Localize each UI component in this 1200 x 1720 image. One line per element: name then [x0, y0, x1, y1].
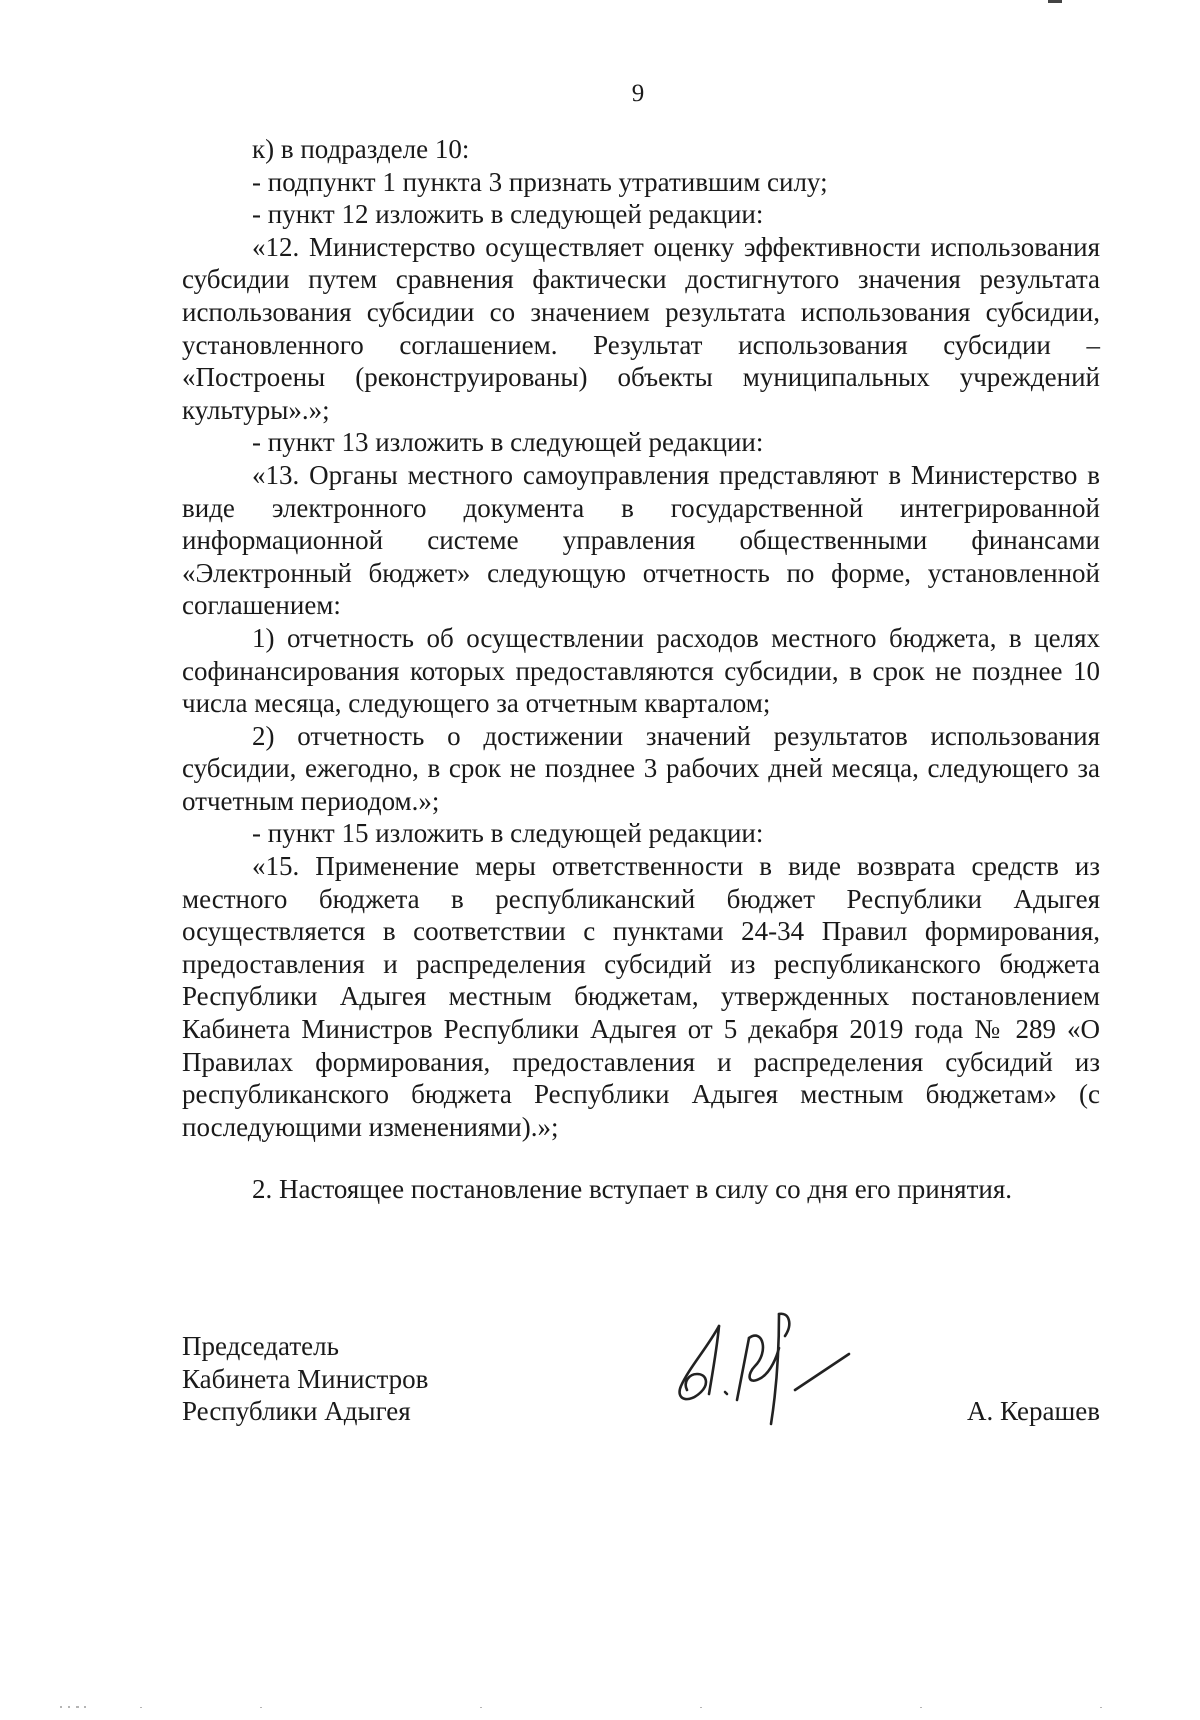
amendment-subitem: 2) отчетность о достижении значений результатов использования субсидии, ежегодно, в срок не позднее 3 рабочих дней месяца, следующего за отчетным периодом.»;	[182, 720, 1100, 816]
scan-artifact-mark	[1048, 0, 1062, 3]
amendment-subitem: 1) отчетность об осуществлении расходов местного бюджета, в целях софинансирования которых предоставляются субсидии, в срок не позднее 10 числа месяца, следующего за отчетным кварталом;	[182, 622, 1100, 719]
page-number: 9	[631, 80, 645, 107]
paragraph-gap	[182, 1143, 1100, 1173]
amendment-paragraph: «15. Применение меры ответственности в виде возврата средств из местного бюджета в республиканский бюджет Республики Адыгея осуществляется в соответствии с пунктами 24-34 Правил формирования, предоставления и распределения субсидий из республиканского бюджета Республики Адыгея местным бюджетам, утвержденных постановлением Кабинета Министров Республики Адыгея от 5 декабря 2019 года № 289 «О Правилах формирования, предоставления и распределения субсидий из республиканского бюджета Республики Адыгея местным бюджетам» (с последующими изменениями).»;	[182, 851, 1100, 1142]
signatory-position-line: Кабинета Министров	[182, 1363, 429, 1394]
scan-artifact-specks	[60, 1705, 1140, 1709]
list-item: - пункт 12 изложить в следующей редакции:	[252, 199, 764, 230]
signatory-position-line: Республики Адыгея	[182, 1396, 411, 1427]
amendment-paragraph: «12. Министерство осуществляет оценку эффективности использования субсидии путем сравнения фактически достигнутого значения результата использования субсидии со значением результата использования субсидии, установленного соглашением. Результат использования субсидии – «Построены (реконструированы) объекты муниципальных учреждений культуры».»;	[182, 231, 1100, 425]
list-item: - пункт 15 изложить в следующей редакции:	[252, 818, 764, 849]
subsection-heading: к) в подразделе 10:	[252, 134, 470, 164]
list-item: - пункт 13 изложить в следующей редакции:	[252, 427, 764, 458]
signatory-name: А. Керашев	[967, 1396, 1100, 1426]
signatory-position-line: Председатель	[182, 1331, 339, 1361]
document-body	[182, 133, 1100, 1206]
handwritten-signature	[667, 1308, 857, 1428]
signature-block	[182, 1330, 1100, 1450]
effective-date-clause: 2. Настоящее постановление вступает в силу со дня его принятия.	[252, 1174, 1013, 1205]
amendment-paragraph: «13. Органы местного самоуправления представляют в Министерство в виде электронного документа в государственной интегрированной информационной системе управления общественными финансами «Электронный бюджет» следующую отчетность по форме, установленной соглашением:	[182, 459, 1100, 621]
list-item: - подпункт 1 пункта 3 признать утратившим силу;	[252, 166, 828, 197]
signatory-position	[182, 1330, 428, 1428]
